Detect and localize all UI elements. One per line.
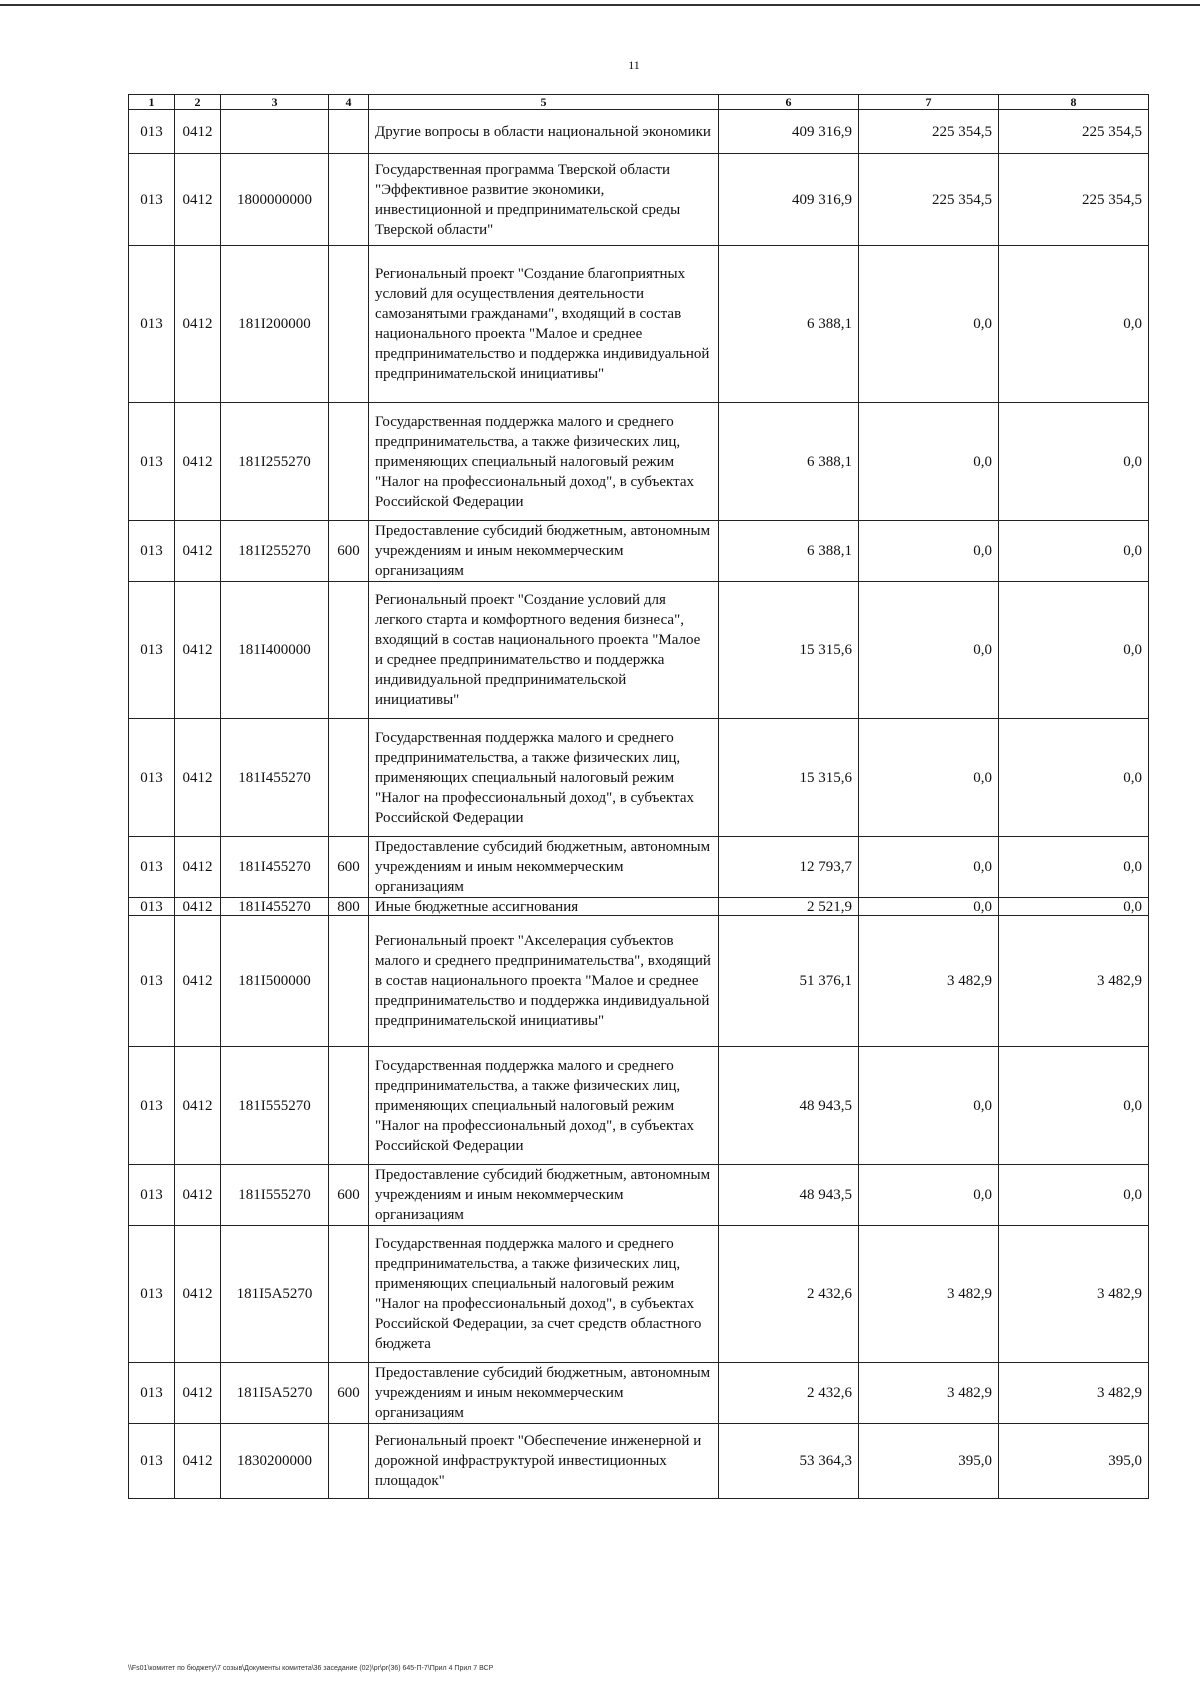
cell-expense-type: 800	[329, 898, 369, 916]
column-header: 5	[369, 95, 719, 110]
cell-ministry-code: 013	[129, 246, 175, 403]
cell-expense-type	[329, 719, 369, 837]
cell-amount-3: 3 482,9	[999, 916, 1149, 1047]
cell-ministry-code: 013	[129, 403, 175, 521]
cell-amount-2: 0,0	[859, 1165, 999, 1226]
cell-target-article: 181I255270	[221, 403, 329, 521]
cell-expense-type	[329, 154, 369, 246]
cell-target-article: 181I500000	[221, 916, 329, 1047]
cell-amount-1: 15 315,6	[719, 582, 859, 719]
cell-description: Государственная поддержка малого и среднего предпринимательства, а также физических лиц, применяющих специальный налоговый режим "Налог на профессиональный доход", в субъектах Российской Федерации, за счет средств областного бюджета	[369, 1226, 719, 1363]
cell-amount-1: 409 316,9	[719, 110, 859, 154]
cell-amount-1: 2 521,9	[719, 898, 859, 916]
cell-description: Государственная поддержка малого и среднего предпринимательства, а также физических лиц, применяющих специальный налоговый режим "Налог на профессиональный доход", в субъектах Российской Федерации	[369, 719, 719, 837]
cell-expense-type	[329, 582, 369, 719]
cell-expense-type	[329, 1226, 369, 1363]
cell-section-code: 0412	[175, 898, 221, 916]
cell-amount-1: 12 793,7	[719, 837, 859, 898]
cell-section-code: 0412	[175, 1424, 221, 1499]
cell-amount-2: 3 482,9	[859, 1363, 999, 1424]
cell-amount-3: 3 482,9	[999, 1363, 1149, 1424]
cell-section-code: 0412	[175, 521, 221, 582]
column-header: 6	[719, 95, 859, 110]
cell-amount-1: 6 388,1	[719, 403, 859, 521]
column-header: 8	[999, 95, 1149, 110]
cell-ministry-code: 013	[129, 582, 175, 719]
table-row	[129, 837, 1149, 898]
table-body	[129, 110, 1149, 1499]
cell-expense-type	[329, 110, 369, 154]
cell-amount-3: 0,0	[999, 246, 1149, 403]
cell-section-code: 0412	[175, 1165, 221, 1226]
cell-amount-2: 225 354,5	[859, 110, 999, 154]
column-header: 4	[329, 95, 369, 110]
cell-amount-3: 0,0	[999, 837, 1149, 898]
table-row	[129, 719, 1149, 837]
cell-target-article: 181I400000	[221, 582, 329, 719]
cell-amount-1: 6 388,1	[719, 246, 859, 403]
table-row	[129, 898, 1149, 916]
table-row	[129, 1226, 1149, 1363]
cell-section-code: 0412	[175, 916, 221, 1047]
cell-target-article: 181I455270	[221, 719, 329, 837]
cell-expense-type	[329, 403, 369, 521]
cell-expense-type	[329, 916, 369, 1047]
cell-description: Региональный проект "Создание благоприятных условий для осуществления деятельности самозанятыми гражданами", входящий в состав национального проекта "Малое и среднее предпринимательство и поддержка индивидуальной предпринимательской инициативы"	[369, 246, 719, 403]
cell-target-article: 1800000000	[221, 154, 329, 246]
cell-target-article: 181I555270	[221, 1047, 329, 1165]
cell-target-article	[221, 110, 329, 154]
cell-amount-2: 225 354,5	[859, 154, 999, 246]
cell-section-code: 0412	[175, 719, 221, 837]
table-row	[129, 154, 1149, 246]
cell-amount-1: 15 315,6	[719, 719, 859, 837]
cell-expense-type	[329, 1047, 369, 1165]
cell-target-article: 181I255270	[221, 521, 329, 582]
cell-ministry-code: 013	[129, 837, 175, 898]
cell-amount-2: 0,0	[859, 403, 999, 521]
cell-amount-2: 395,0	[859, 1424, 999, 1499]
cell-amount-1: 48 943,5	[719, 1165, 859, 1226]
cell-amount-2: 0,0	[859, 521, 999, 582]
cell-description: Другие вопросы в области национальной экономики	[369, 110, 719, 154]
column-header: 7	[859, 95, 999, 110]
cell-amount-1: 6 388,1	[719, 521, 859, 582]
cell-target-article: 181I555270	[221, 1165, 329, 1226]
cell-ministry-code: 013	[129, 154, 175, 246]
cell-ministry-code: 013	[129, 898, 175, 916]
cell-target-article: 181I200000	[221, 246, 329, 403]
cell-amount-2: 0,0	[859, 719, 999, 837]
cell-ministry-code: 013	[129, 1226, 175, 1363]
cell-target-article: 181I5A5270	[221, 1363, 329, 1424]
cell-amount-1: 2 432,6	[719, 1226, 859, 1363]
cell-amount-3: 0,0	[999, 521, 1149, 582]
cell-amount-1: 409 316,9	[719, 154, 859, 246]
budget-table	[128, 94, 1149, 1499]
cell-amount-3: 0,0	[999, 1047, 1149, 1165]
column-header: 3	[221, 95, 329, 110]
cell-amount-2: 0,0	[859, 246, 999, 403]
cell-amount-3: 225 354,5	[999, 154, 1149, 246]
cell-section-code: 0412	[175, 403, 221, 521]
column-header: 2	[175, 95, 221, 110]
cell-section-code: 0412	[175, 837, 221, 898]
cell-description: Предоставление субсидий бюджетным, автономным учреждениям и иным некоммерческим организациям	[369, 1165, 719, 1226]
cell-description: Региональный проект "Акселерация субъектов малого и среднего предпринимательства", входящий в состав национального проекта "Малое и среднее предпринимательство и поддержка индивидуальной предпринимательской инициативы"	[369, 916, 719, 1047]
footer-file-path: \\Fs01\комитет по бюджету\7 созыв\Документы комитета\36 заседание (02)\pr\pr(36) 645-П-7\Прил 4 Прил 7 ВСР	[128, 1665, 494, 1672]
table-row	[129, 1363, 1149, 1424]
top-rule	[0, 4, 1200, 6]
cell-section-code: 0412	[175, 1363, 221, 1424]
cell-ministry-code: 013	[129, 1047, 175, 1165]
table-row	[129, 246, 1149, 403]
cell-ministry-code: 013	[129, 521, 175, 582]
cell-description: Государственная поддержка малого и среднего предпринимательства, а также физических лиц, применяющих специальный налоговый режим "Налог на профессиональный доход", в субъектах Российской Федерации	[369, 1047, 719, 1165]
cell-expense-type	[329, 1424, 369, 1499]
cell-ministry-code: 013	[129, 110, 175, 154]
cell-description: Государственная программа Тверской области "Эффективное развитие экономики, инвестиционной и предпринимательской среды Тверской области"	[369, 154, 719, 246]
cell-expense-type: 600	[329, 1165, 369, 1226]
cell-amount-3: 225 354,5	[999, 110, 1149, 154]
cell-description: Региональный проект "Создание условий для легкого старта и комфортного ведения бизнеса", входящий в состав национального проекта "Малое и среднее предпринимательство и поддержка индивидуальной предпринимательской инициативы"	[369, 582, 719, 719]
cell-target-article: 181I455270	[221, 898, 329, 916]
cell-target-article: 181I5A5270	[221, 1226, 329, 1363]
cell-amount-2: 0,0	[859, 1047, 999, 1165]
cell-amount-3: 0,0	[999, 898, 1149, 916]
cell-expense-type: 600	[329, 521, 369, 582]
cell-section-code: 0412	[175, 1047, 221, 1165]
cell-amount-2: 0,0	[859, 582, 999, 719]
cell-expense-type: 600	[329, 837, 369, 898]
cell-amount-3: 3 482,9	[999, 1226, 1149, 1363]
cell-amount-1: 53 364,3	[719, 1424, 859, 1499]
cell-section-code: 0412	[175, 110, 221, 154]
table-row	[129, 521, 1149, 582]
cell-ministry-code: 013	[129, 1363, 175, 1424]
cell-ministry-code: 013	[129, 1424, 175, 1499]
cell-amount-2: 0,0	[859, 837, 999, 898]
cell-amount-3: 0,0	[999, 403, 1149, 521]
cell-expense-type: 600	[329, 1363, 369, 1424]
cell-ministry-code: 013	[129, 719, 175, 837]
cell-description: Иные бюджетные ассигнования	[369, 898, 719, 916]
cell-amount-2: 3 482,9	[859, 1226, 999, 1363]
cell-section-code: 0412	[175, 154, 221, 246]
table-row	[129, 110, 1149, 154]
cell-expense-type	[329, 246, 369, 403]
cell-description: Государственная поддержка малого и среднего предпринимательства, а также физических лиц, применяющих специальный налоговый режим "Налог на профессиональный доход", в субъектах Российской Федерации	[369, 403, 719, 521]
cell-section-code: 0412	[175, 582, 221, 719]
cell-amount-2: 3 482,9	[859, 916, 999, 1047]
cell-target-article: 181I455270	[221, 837, 329, 898]
table-row	[129, 1047, 1149, 1165]
cell-description: Региональный проект "Обеспечение инженерной и дорожной инфраструктурой инвестиционных площадок"	[369, 1424, 719, 1499]
table-row	[129, 403, 1149, 521]
table-row	[129, 1424, 1149, 1499]
page-number: 11	[628, 58, 640, 72]
column-number-row	[129, 95, 1149, 110]
table-row	[129, 582, 1149, 719]
cell-section-code: 0412	[175, 246, 221, 403]
cell-amount-1: 48 943,5	[719, 1047, 859, 1165]
table-row	[129, 916, 1149, 1047]
cell-amount-3: 0,0	[999, 1165, 1149, 1226]
cell-description: Предоставление субсидий бюджетным, автономным учреждениям и иным некоммерческим организациям	[369, 1363, 719, 1424]
cell-section-code: 0412	[175, 1226, 221, 1363]
cell-amount-3: 0,0	[999, 582, 1149, 719]
cell-amount-1: 51 376,1	[719, 916, 859, 1047]
table-row	[129, 1165, 1149, 1226]
cell-amount-2: 0,0	[859, 898, 999, 916]
cell-amount-3: 0,0	[999, 719, 1149, 837]
cell-description: Предоставление субсидий бюджетным, автономным учреждениям и иным некоммерческим организациям	[369, 837, 719, 898]
cell-description: Предоставление субсидий бюджетным, автономным учреждениям и иным некоммерческим организациям	[369, 521, 719, 582]
cell-target-article: 1830200000	[221, 1424, 329, 1499]
cell-amount-3: 395,0	[999, 1424, 1149, 1499]
cell-ministry-code: 013	[129, 916, 175, 1047]
cell-ministry-code: 013	[129, 1165, 175, 1226]
column-header: 1	[129, 95, 175, 110]
cell-amount-1: 2 432,6	[719, 1363, 859, 1424]
